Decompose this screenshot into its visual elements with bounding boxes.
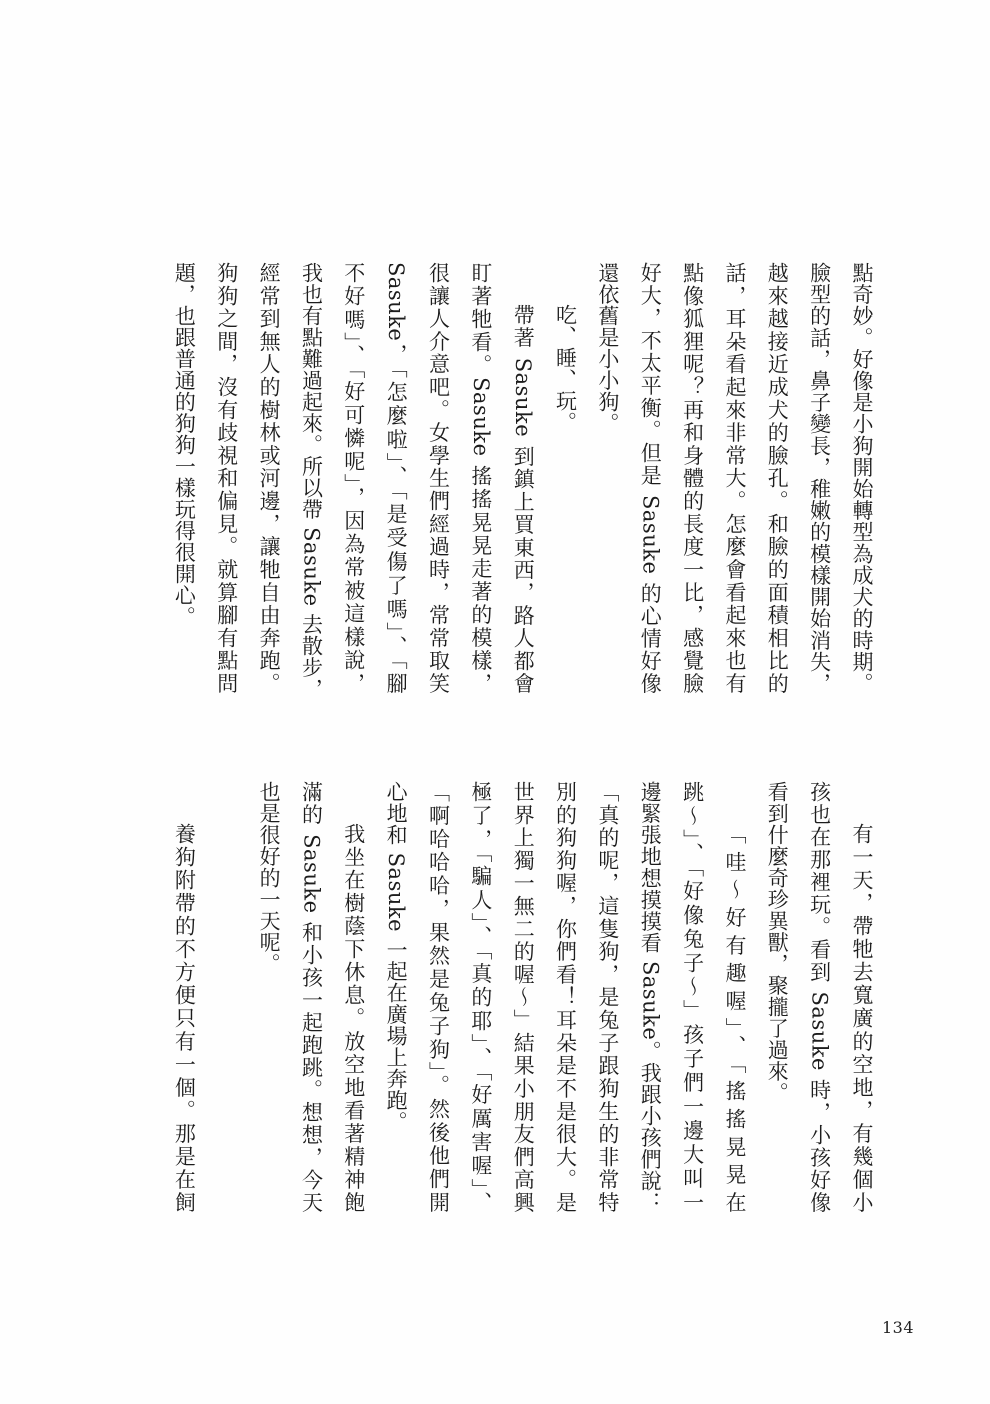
- text-column: 極了，「騙人」、「真的耶」、「好厲害喔」、: [468, 781, 493, 1213]
- text-column: 也是很好的一天呢。: [257, 781, 282, 975]
- text-column: 滿的 Sasuke 和小孩一起跑跳。想想，今天: [299, 781, 324, 1213]
- text-column: 看到什麼奇珍異獸，聚攏了過來。: [765, 781, 790, 1104]
- blank-column: [206, 781, 248, 1213]
- text-column: 養狗附帶的不方便只有一個。那是在飼: [172, 823, 197, 1213]
- text-column: 點奇妙。好像是小狗開始轉型為成犬的時期。: [850, 262, 874, 694]
- text-column: 心地和 Sasuke 一起在廣場上奔跑。: [384, 781, 409, 1133]
- text-column: 別的狗狗喔，你們看！耳朵是不是很大。是: [553, 781, 578, 1213]
- text-column: 我坐在樹蔭下休息。放空地看著精神飽: [341, 823, 366, 1213]
- text-column: 經常到無人的樹林或河邊，讓牠自由奔跑。: [257, 262, 282, 694]
- page-number: 134: [882, 1318, 915, 1337]
- text-column: 「啊哈哈哈，果然是兔子狗」。然後他們開: [426, 781, 451, 1213]
- text-column: Sasuke，「怎麼啦」、「是受傷了嗎」、「腳: [384, 262, 409, 694]
- text-column: 臉型的話，鼻子變長，稚嫩的模樣開始消失，: [807, 262, 832, 694]
- text-column: 孩也在那裡玩。看到 Sasuke 時，小孩好像: [807, 781, 832, 1213]
- text-column: 有一天，帶牠去寬廣的空地，有幾個小: [850, 823, 874, 1213]
- text-column: 邊緊張地想摸摸看 Sasuke。我跟小孩們說：: [638, 781, 663, 1213]
- text-column: 好大，不太平衡。但是 Sasuke 的心情好像: [638, 262, 663, 694]
- text-column: 很讓人介意吧。女學生們經過時，常常取笑: [426, 262, 451, 694]
- text-column: 點像狐狸呢？再和身體的長度一比，感覺臉: [680, 262, 705, 694]
- text-column: 狗狗之間，沒有歧視和偏見。就算腳有點問: [214, 262, 239, 694]
- text-column: 世界上獨一無二的喔～」結果小朋友們高興: [511, 781, 536, 1213]
- text-column: 我也有點難過起來。所以帶 Sasuke 去散步，: [299, 262, 324, 700]
- section-heading-column: 吃、睡、玩。: [553, 304, 578, 433]
- text-column: 盯著牠看。Sasuke 搖搖晃晃走著的模樣，: [468, 262, 493, 694]
- text-column: 還依舊是小小狗。: [595, 262, 620, 434]
- text-column: 「真的呢，這隻狗，是兔子跟狗生的非常特: [595, 781, 620, 1213]
- text-column: 題，也跟普通的狗狗一樣玩得很開心。: [172, 262, 197, 628]
- text-column: 「哇～好有趣喔」、「搖搖晃晃在: [722, 823, 747, 1213]
- text-column: 話，耳朵看起來非常大。怎麼會看起來也有: [722, 262, 747, 694]
- text-column: 跳～」、「好像兔子～」孩子們一邊大叫一: [680, 781, 705, 1213]
- text-column: 不好嗎」、「好可憐呢」，因為常被這樣說，: [341, 262, 366, 694]
- text-column: 越來越接近成犬的臉孔。和臉的面積相比的: [765, 262, 790, 694]
- text-column: 帶著 Sasuke 到鎮上買東西，路人都會: [511, 304, 536, 694]
